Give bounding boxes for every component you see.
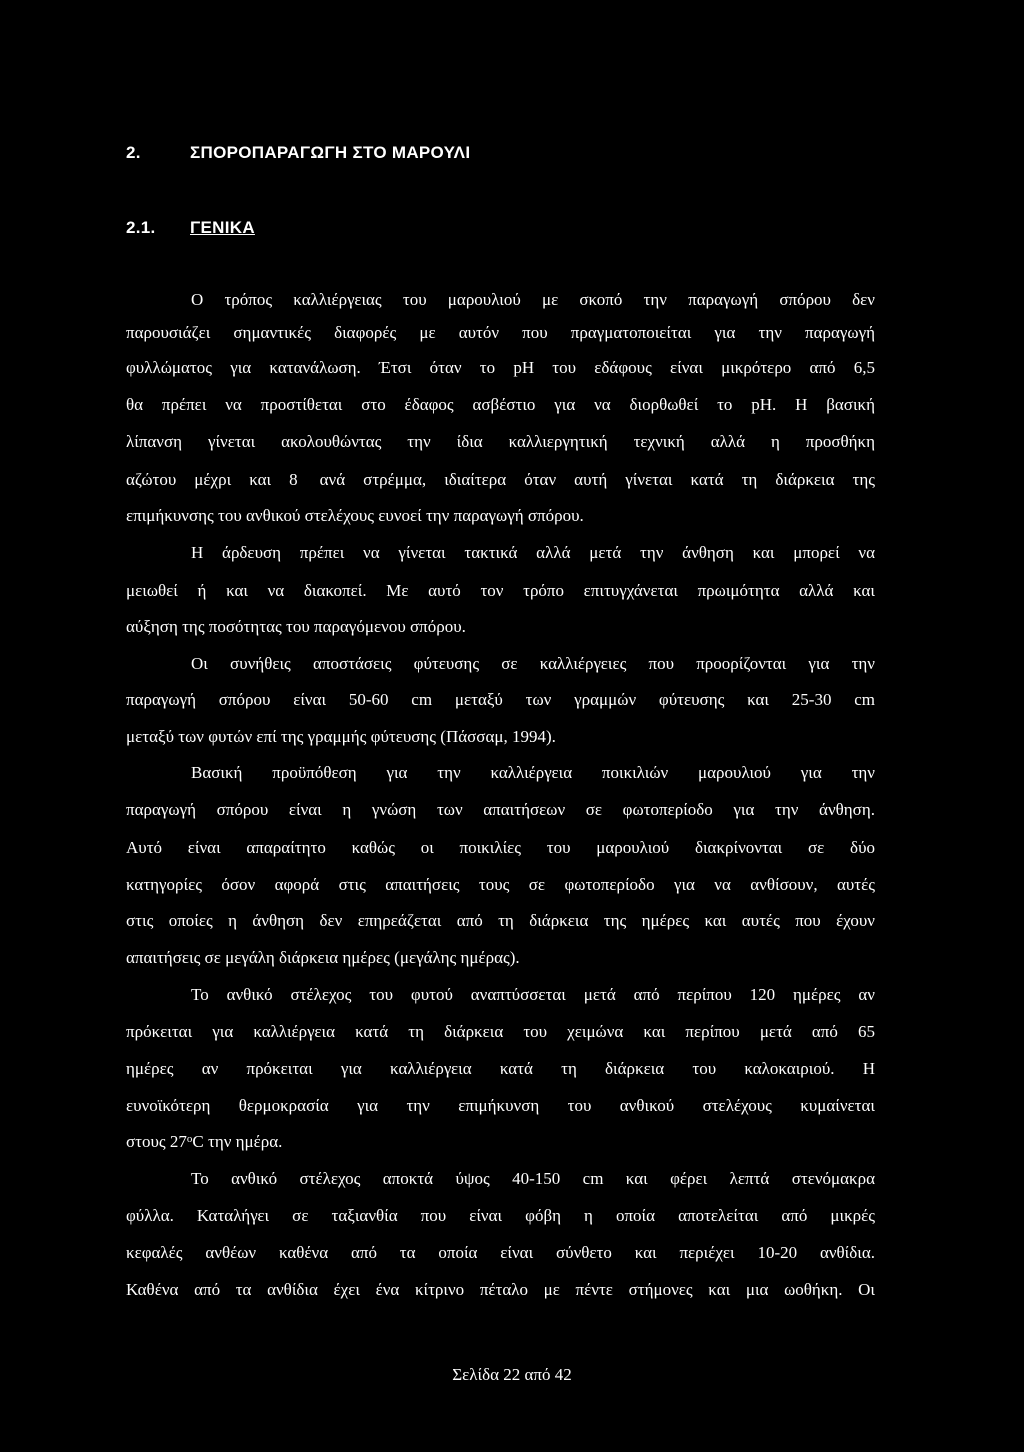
page-footer: Σελίδα 22 από 42 xyxy=(452,1365,572,1384)
paragraph-line: Οι συνήθεις αποστάσεις φύτευσης σε καλλιέργειες που προορίζονται για την xyxy=(191,654,875,673)
section-heading xyxy=(126,143,470,163)
paragraph-line: ευνοϊκότερη θερμοκρασία για την επιμήκυνση του ανθικού στελέχους κυμαίνεται xyxy=(126,1096,875,1115)
paragraph-line: Βασική προϋπόθεση για την καλλιέργεια ποικιλιών μαρουλιού για την xyxy=(191,763,875,782)
paragraph-line: απαιτήσεις σε μεγάλη διάρκεια ημέρες (μεγάλης ημέρας). xyxy=(126,948,520,967)
paragraph-line: Καθένα από τα ανθίδια έχει ένα κίτρινο πέταλο με πέντε στήμονες και μια ωοθήκη. Οι xyxy=(126,1280,875,1299)
nitrogen-amount: αζώτου μέχρι και 8 xyxy=(126,470,298,489)
paragraph-line: παρουσιάζει σημαντικές διαφορές με αυτόν που πραγματοποιείται για την παραγωγή xyxy=(126,323,875,342)
paragraph-line: Η άρδευση πρέπει να γίνεται τακτικά αλλά μετά την άνθηση και μπορεί να xyxy=(191,543,875,562)
nitrogen-rest: ανά στρέμμα, ιδιαίτερα όταν αυτή γίνεται κατά τη διάρκεια της xyxy=(319,470,875,489)
temp-after: C την ημέρα. xyxy=(192,1132,283,1151)
paragraph-line xyxy=(126,1132,875,1152)
paragraph-line: πρόκειται για καλλιέργεια κατά τη διάρκεια του χειμώνα και περίπου μετά από 65 xyxy=(126,1022,875,1041)
paragraph-line: Αυτό είναι απαραίτητο καθώς οι ποικιλίες του μαρουλιού διακρίνονται σε δύο xyxy=(126,838,875,857)
temp-before: στους 27 xyxy=(126,1132,187,1151)
paragraph-line: παραγωγή σπόρου είναι η γνώση των απαιτήσεων σε φωτοπερίοδο για την άνθηση. xyxy=(126,800,875,819)
paragraph-line: Το ανθικό στέλεχος αποκτά ύψος 40-150 cm και φέρει λεπτά στενόμακρα xyxy=(191,1169,875,1188)
paragraph-line: επιμήκυνσης του ανθικού στελέχους ευνοεί την παραγωγή σπόρου. xyxy=(126,506,584,525)
temp-superscript: o xyxy=(186,1133,193,1145)
paragraph-line: φυλλώματος για κατανάλωση. Έτσι όταν το pH του εδάφους είναι μικρότερο από 6,5 xyxy=(126,358,875,377)
paragraph-line: στις οποίες η άνθηση δεν επηρεάζεται από τη διάρκεια της ημέρες και αυτές που έχουν xyxy=(126,911,875,930)
section-number: 2. xyxy=(126,143,141,162)
paragraph-line: κατηγορίες όσον αφορά στις απαιτήσεις τους σε φωτοπερίοδο για να ανθίσουν, αυτές xyxy=(126,875,875,894)
paragraph-line: ημέρες αν πρόκειται για καλλιέργεια κατά τη διάρκεια του καλοκαιριού. Η xyxy=(126,1059,875,1078)
section-title: ΣΠΟΡΟΠΑΡΑΓΩΓΗ ΣΤΟ ΜΑΡΟΥΛΙ xyxy=(190,143,471,162)
paragraph-line xyxy=(126,470,875,490)
paragraph-line: Ο τρόπος καλλιέργειας του μαρουλιού με σκοπό την παραγωγή σπόρου δεν xyxy=(191,290,875,309)
paragraph-line: μειωθεί ή και να διακοπεί. Με αυτό τον τρόπο επιτυγχάνεται πρωιμότητα αλλά και xyxy=(126,581,875,600)
subsection-number: 2.1. xyxy=(126,218,156,237)
paragraph-line: Το ανθικό στέλεχος του φυτού αναπτύσσεται μετά από περίπου 120 ημέρες αν xyxy=(191,985,875,1004)
paragraph-line: φύλλα. Καταλήγει σε ταξιανθία που είναι φόβη η οποία αποτελείται από μικρές xyxy=(126,1206,875,1225)
paragraph-line: λίπανση γίνεται ακολουθώντας την ίδια καλλιεργητική τεχνική αλλά η προσθήκη xyxy=(126,432,875,451)
paragraph-line: αύξηση της ποσότητας του παραγόμενου σπόρου. xyxy=(126,617,466,636)
paragraph-line: θα πρέπει να προστίθεται στο έδαφος ασβέστιο για να διορθωθεί το pH. Η βασική xyxy=(126,395,875,414)
subsection-heading xyxy=(126,218,255,238)
paragraph-line: παραγωγή σπόρου είναι 50-60 cm μεταξύ των γραμμών φύτευσης και 25-30 cm xyxy=(126,690,875,709)
subsection-title: ΓΕΝΙΚΑ xyxy=(190,218,255,237)
paragraph-line: κεφαλές ανθέων καθένα από τα οποία είναι σύνθετο και περιέχει 10-20 ανθίδια. xyxy=(126,1243,875,1262)
paragraph-line: μεταξύ των φυτών επί της γραμμής φύτευσης (Πάσσαμ, 1994). xyxy=(126,727,556,746)
